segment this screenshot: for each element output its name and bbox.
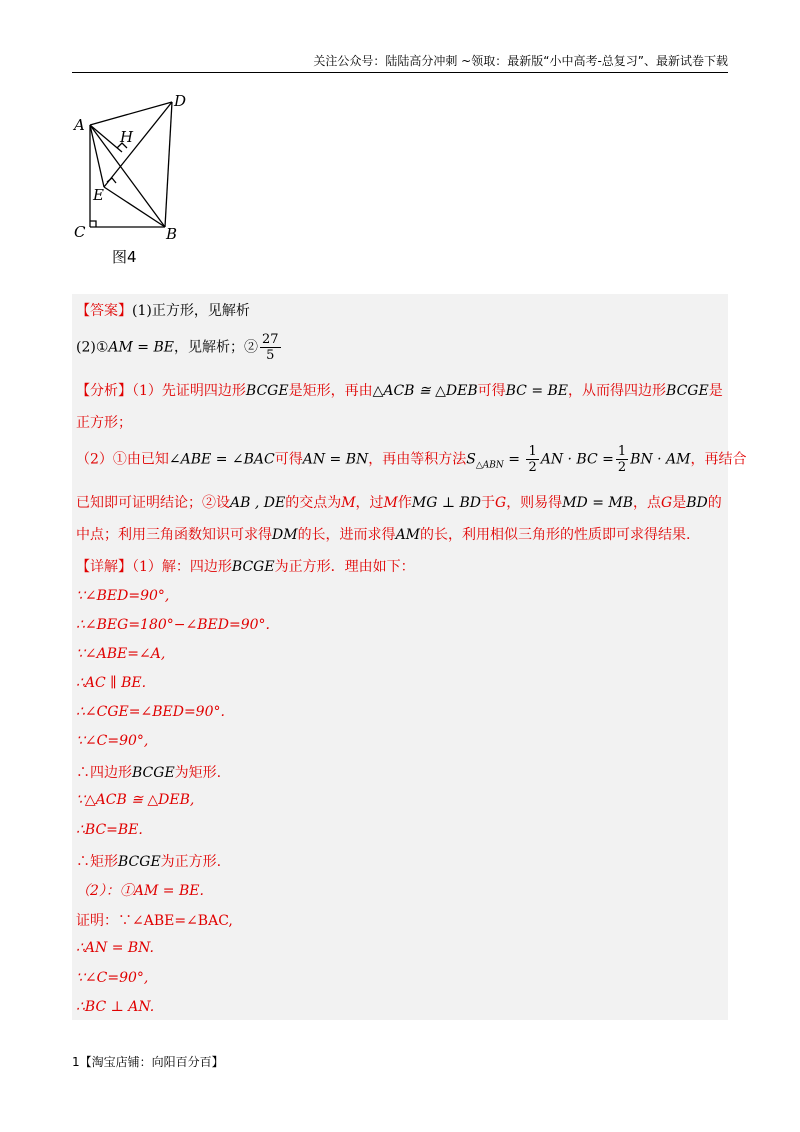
segment-DB: [165, 102, 172, 227]
detail-line-5: ∴∠CGE=∠BED=90°.: [76, 704, 225, 720]
label-B: B: [166, 225, 178, 243]
page-footer: 1【淘宝店铺：向阳百分百】: [72, 1055, 224, 1069]
detail-line-9: ∴BC=BE.: [76, 822, 143, 838]
analysis-line-2: 正方形；: [76, 415, 132, 431]
detail-line-6: ∵∠C=90°,: [76, 733, 149, 749]
label-E: E: [93, 186, 104, 204]
detail-line-0: 【详解】（1）解：四边形BCGE为正方形．理由如下：: [76, 559, 415, 575]
analysis-line-1: 【分析】（1）先证明四边形BCGE是矩形，再由△ACB ≅ △DEB可得BC = BE，从而得四边形BCGE是: [76, 383, 723, 399]
label-D: D: [174, 92, 187, 110]
label-C: C: [74, 223, 86, 241]
detail-line-12: 证明：∵∠ABE=∠BAC,: [76, 913, 233, 929]
label-H: H: [120, 128, 134, 146]
segment-DE: [104, 102, 172, 187]
segment-EB: [104, 187, 165, 227]
right-angle-C: [90, 221, 96, 227]
page-header: 关注公众号：陆陆高分冲刺 ~领取：最新版“小中高考-总复习”、最新试卷下载: [72, 50, 728, 73]
label-A: A: [74, 116, 85, 134]
detail-line-3: ∵∠ABE=∠A,: [76, 646, 166, 662]
detail-line-14: ∵∠C=90°,: [76, 970, 149, 986]
detail-line-2: ∴∠BEG=180°−∠BED=90°.: [76, 617, 270, 633]
answer-line-2: (2)①AM = BE，见解析；② $\frac{27}{5}$: [76, 332, 279, 363]
detail-line-11: （2）：①AM = BE.: [76, 883, 204, 899]
analysis-line-3: （2）①由已知∠ABE = ∠BAC可得AN = BN，再由等积方法$S_{\triangle ABN}$ = $\frac{1}{2}$ AN · BC = $\frac{1}{2}$ BN · AM，再结合: [76, 444, 747, 475]
detail-line-7: ∴四边形BCGE为矩形.: [76, 765, 222, 781]
geometry-figure: [60, 90, 260, 280]
analysis-line-5: 中点；利用三角函数知识可求得DM的长，进而求得AM的长，利用相似三角形的性质即可求得结果.: [76, 527, 691, 543]
detail-line-4: ∴AC ∥ BE.: [76, 675, 147, 691]
fraction-27-5: $\frac{27}{5}$: [261, 332, 279, 363]
detail-line-15: ∴BC ⊥ AN.: [76, 999, 155, 1015]
detail-line-8: ∵△ACB ≅ △DEB,: [76, 792, 195, 808]
answer-line-1: 【答案】(1)正方形，见解析: [76, 303, 250, 319]
detail-line-10: ∴矩形BCGE为正方形.: [76, 854, 222, 870]
figure-caption: 图4: [112, 248, 137, 266]
detail-line-13: ∴AN = BN.: [76, 940, 154, 956]
detail-line-1: ∵∠BED=90°,: [76, 588, 170, 604]
segment-AD: [90, 102, 172, 125]
analysis-line-4: 已知即可证明结论；②设AB , DE的交点为M，过M作MG ⊥ BD于G，则易得MD = MB，点G是BD的: [76, 495, 722, 511]
